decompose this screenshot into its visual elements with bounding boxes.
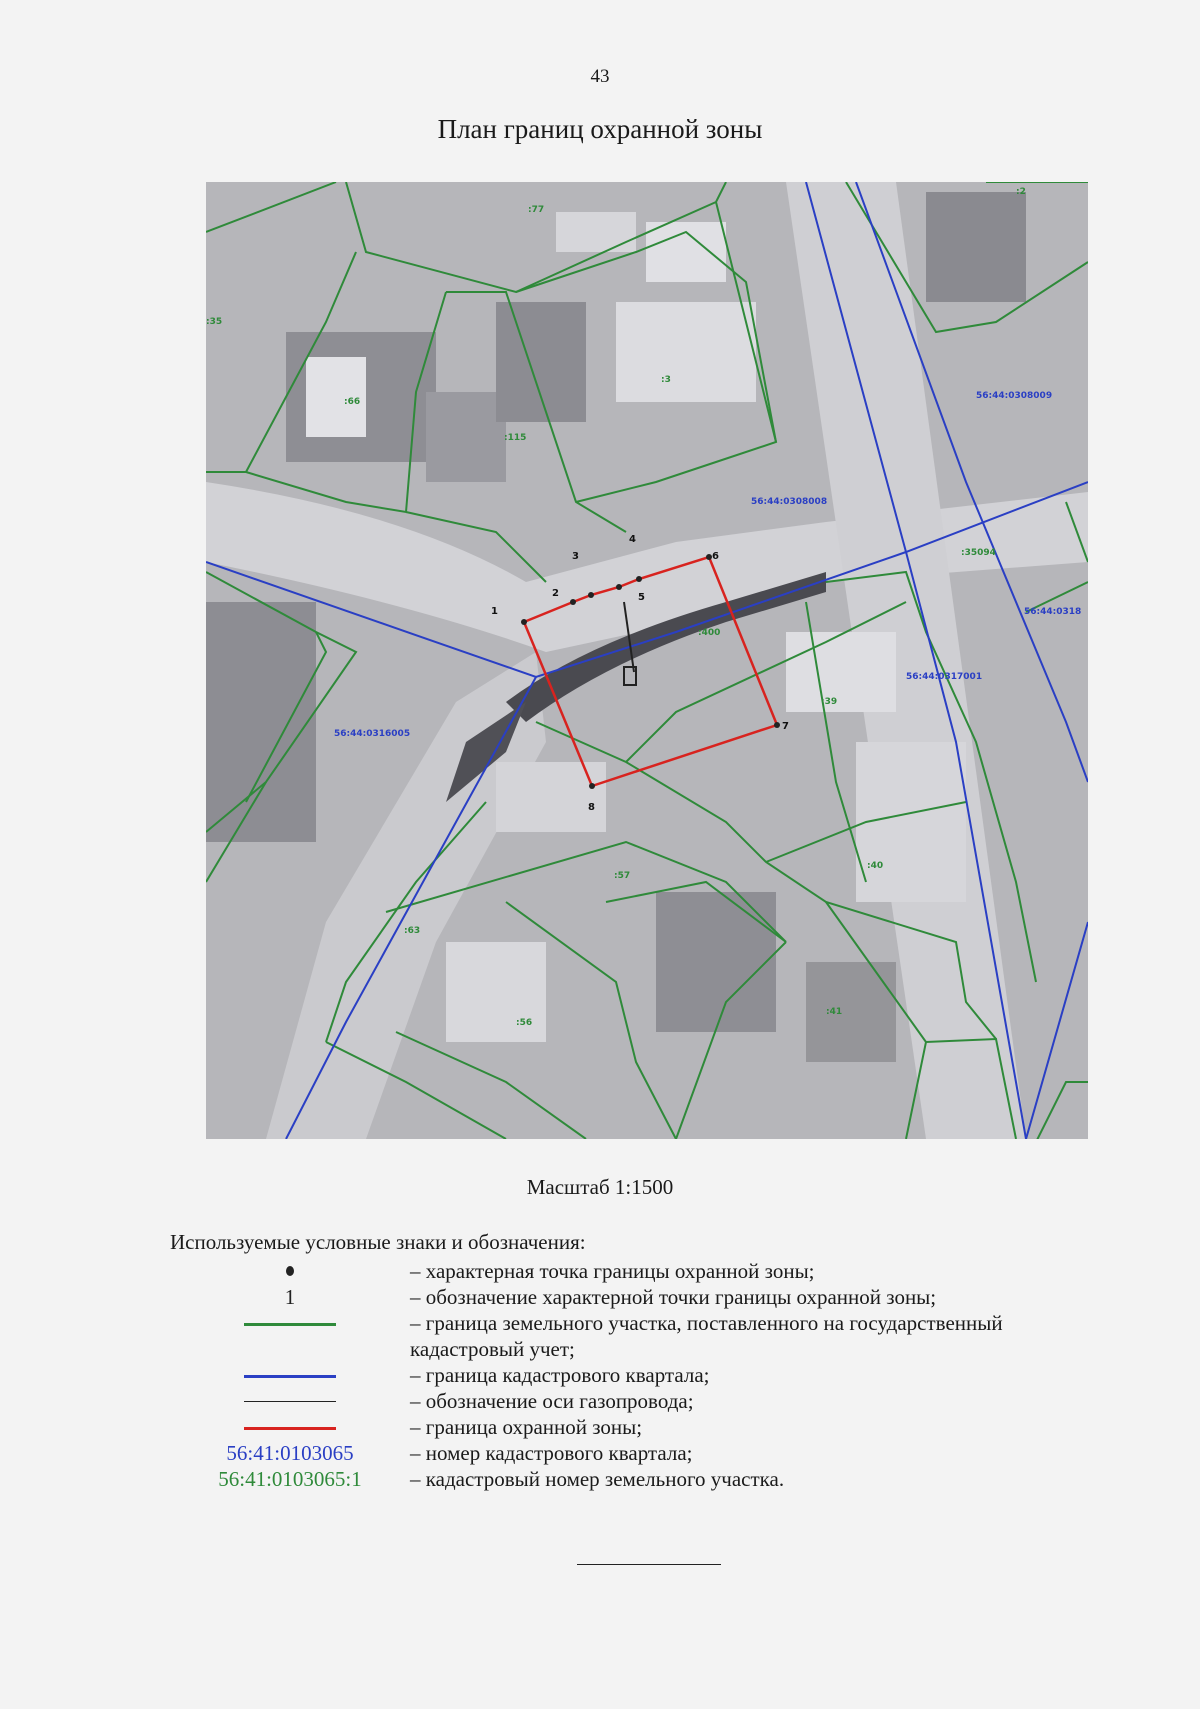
map-scale: Масштаб 1:1500 <box>526 1175 674 1199</box>
legend-item-text: – характерная точка границы охранной зоны; <box>410 1259 815 1283</box>
zone-point-label: 4 <box>629 534 636 545</box>
point-label-sample: 1 <box>284 1285 296 1309</box>
parcel-line-icon <box>244 1323 336 1326</box>
building <box>556 212 636 252</box>
parcel-label: :40 <box>867 861 884 871</box>
quarter-label: 56:44:0318 <box>1024 607 1082 617</box>
legend <box>170 1258 1130 1492</box>
zone-point <box>636 576 642 582</box>
zone-point <box>588 592 594 598</box>
parcel-label: :400 <box>698 628 721 638</box>
zone-point <box>616 584 622 590</box>
parcel-label: :2 <box>1016 187 1026 197</box>
parcel-label: :63 <box>404 926 421 936</box>
page-title: План границ охранной зоны <box>437 114 763 144</box>
legend-item-text: – обозначение характерной точки границы охранной зоны; <box>410 1285 937 1309</box>
map-svg <box>206 182 1088 1139</box>
building <box>496 762 606 832</box>
parcel-label: :35 <box>206 317 223 327</box>
legend-item <box>170 1310 1130 1362</box>
building <box>806 962 896 1062</box>
building <box>496 302 586 422</box>
point-dot-icon <box>286 1266 294 1276</box>
legend-item <box>170 1258 1130 1284</box>
legend-item <box>170 1284 1130 1310</box>
legend-item <box>170 1466 1130 1492</box>
legend-item <box>170 1362 1130 1388</box>
legend-item-text: – граница кадастрового квартала; <box>410 1363 710 1387</box>
legend-item-text: – граница охранной зоны; <box>410 1415 643 1439</box>
parcel-number-sample: 56:41:0103065:1 <box>218 1467 362 1491</box>
quarter-label: 56:44:0308008 <box>751 497 828 507</box>
quarter-line-icon <box>244 1375 336 1378</box>
building <box>856 742 966 902</box>
quarter-label: 56:44:0317001 <box>906 672 983 682</box>
parcel-label: :56 <box>516 1018 533 1028</box>
zone-point-label: 2 <box>552 588 559 599</box>
parcel-label: :35094 <box>961 548 996 558</box>
legend-item <box>170 1440 1130 1466</box>
parcel-label: :77 <box>528 205 545 215</box>
page-number: 43 <box>590 66 610 87</box>
legend-item-text: – обозначение оси газопровода; <box>410 1389 694 1413</box>
zone-point <box>589 783 595 789</box>
parcel-label: :41 <box>826 1007 843 1017</box>
quarter-number-sample: 56:41:0103065 <box>226 1441 354 1465</box>
zone-point-label: 6 <box>712 551 719 562</box>
zone-point <box>570 599 576 605</box>
quarter-label: 56:44:0316005 <box>334 729 411 739</box>
parcel-label: :66 <box>344 397 361 407</box>
zone-point <box>774 722 780 728</box>
zone-point-label: 5 <box>638 592 645 603</box>
parcel-label: :57 <box>614 871 631 881</box>
pipeline-line-icon <box>244 1401 336 1402</box>
zone-point-label: 3 <box>572 551 579 562</box>
parcel-label: :3 <box>661 375 671 385</box>
legend-heading: Используемые условные знаки и обозначения: <box>170 1230 586 1254</box>
zone-point-label: 8 <box>588 802 595 813</box>
legend-item <box>170 1414 1130 1440</box>
building <box>926 192 1026 302</box>
legend-item-text: – номер кадастрового квартала; <box>410 1441 693 1465</box>
parcel-label: :115 <box>504 433 527 443</box>
zone-point-label: 1 <box>491 606 498 617</box>
legend-item-text: – кадастровый номер земельного участка. <box>410 1467 785 1491</box>
building <box>616 302 756 402</box>
building <box>786 632 896 712</box>
building <box>206 602 316 842</box>
parcel-label: :39 <box>821 697 838 707</box>
zone-line-icon <box>244 1427 336 1430</box>
legend-item-text: – граница земельного участка, поставленного на государственный кадастровый учет; <box>410 1311 1003 1361</box>
zone-point <box>521 619 527 625</box>
zone-point-label: 7 <box>782 721 789 732</box>
legend-item <box>170 1388 1130 1414</box>
cadastral-map <box>206 182 1088 1139</box>
building <box>426 392 506 482</box>
end-divider <box>577 1564 721 1565</box>
quarter-label: 56:44:0308009 <box>976 391 1053 401</box>
